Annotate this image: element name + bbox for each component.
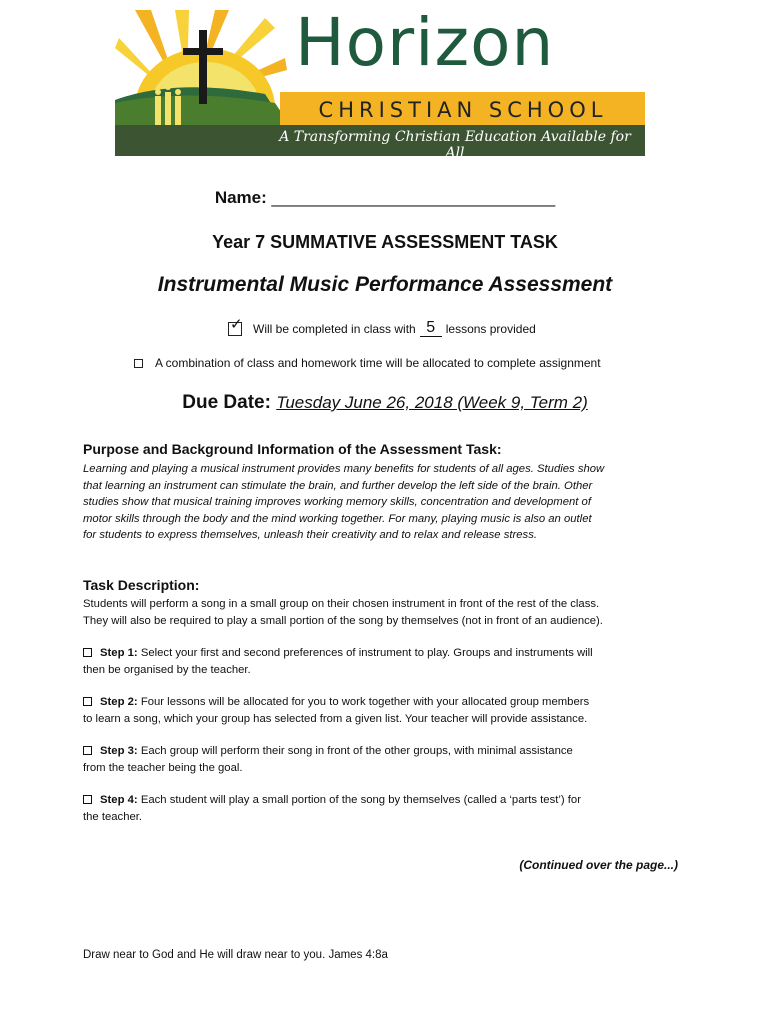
purpose-line: that learning an instrument can stimulate the brain, and further develop the left side of the brain. Other <box>83 479 593 492</box>
assessment-subtitle: Instrumental Music Performance Assessment <box>157 273 613 296</box>
option-in-class-text-before: Will be completed in class with <box>253 321 416 336</box>
option-in-class-text-after: lessons provided <box>445 321 536 336</box>
task-line: They will also be required to play a small portion of the song by themselves (not in front of an audience). <box>83 614 603 627</box>
step-text: to learn a song, which your group has selected from a given list. Your teacher will provide assistance. <box>83 712 588 725</box>
footer-verse: Draw near to God and He will draw near to you. James 4:8a <box>83 949 388 961</box>
purpose-heading: Purpose and Background Information of the Assessment Task: <box>83 441 502 457</box>
step-label: Step 2: <box>100 696 138 708</box>
checkmark-icon: ✓ <box>230 315 243 333</box>
logo-band-text: CHRISTIAN SCHOOL <box>318 98 608 122</box>
school-logo <box>115 4 645 161</box>
due-date-value: Tuesday June 26, 2018 (Week 9, Term 2) <box>276 393 588 412</box>
option-homework[interactable] <box>134 356 601 370</box>
step-label: Step 3: <box>100 745 138 757</box>
purpose-line: studies show that musical training improves working memory skills, concentration and development of <box>83 496 591 508</box>
step-text: then be organised by the teacher. <box>83 663 251 676</box>
step-text: the teacher. <box>83 810 143 823</box>
step-checkbox-icon[interactable] <box>83 746 92 755</box>
step-checkbox-icon[interactable] <box>83 697 92 706</box>
step-label: Step 4: <box>100 794 138 806</box>
step-text: from the teacher being the goal. <box>83 761 243 774</box>
purpose-line: for students to express themselves, unleash their creativity and to relax and release stress. <box>83 529 537 541</box>
step-2[interactable] <box>83 694 683 727</box>
step-label: Step 1: <box>100 647 138 659</box>
step-text: Each student will play a small portion of the song by themselves (called a ‘parts test’) for <box>140 794 581 806</box>
step-checkbox-icon[interactable] <box>83 648 92 657</box>
purpose-line: motor skills through the body and the mind working together. For many, playing music is also an outlet <box>83 512 592 525</box>
unchecked-checkbox-icon[interactable] <box>134 359 143 368</box>
purpose-line: Learning and playing a musical instrument provides many benefits for students of all ages. Studies show <box>83 463 605 475</box>
step-1[interactable] <box>83 645 683 678</box>
option-in-class[interactable] <box>228 315 536 337</box>
purpose-paragraph <box>83 461 683 544</box>
due-date <box>0 392 770 414</box>
step-text: Select your first and second preferences of instrument to play. Groups and instruments will <box>140 647 593 659</box>
logo-school-name: Horizon <box>295 4 555 81</box>
name-blank[interactable]: ______________________________ <box>271 188 556 207</box>
step-checkbox-icon[interactable] <box>83 795 92 804</box>
checked-checkbox-icon[interactable] <box>228 315 243 336</box>
lesson-count: 5 <box>420 320 442 337</box>
due-date-label: Due Date: <box>182 392 271 413</box>
continued-note: (Continued over the page...) <box>519 858 678 872</box>
page-title: Year 7 SUMMATIVE ASSESSMENT TASK <box>212 232 558 252</box>
task-line: Students will perform a song in a small group on their chosen instrument in front of the rest of the class. <box>83 598 600 610</box>
task-paragraph <box>83 596 683 629</box>
step-3[interactable] <box>83 743 683 776</box>
task-heading: Task Description: <box>83 577 200 593</box>
name-label: Name: <box>214 188 267 207</box>
name-field[interactable] <box>0 188 770 208</box>
step-text: Each group will perform their song in front of the other groups, with minimal assistance <box>140 745 573 757</box>
option-homework-text: A combination of class and homework time will be allocated to complete assignment <box>155 356 601 370</box>
step-text: Four lessons will be allocated for you to work together with your allocated group members <box>140 696 590 708</box>
step-4[interactable] <box>83 792 683 825</box>
logo-tagline: A Transforming Christian Education Available for All <box>279 129 631 161</box>
